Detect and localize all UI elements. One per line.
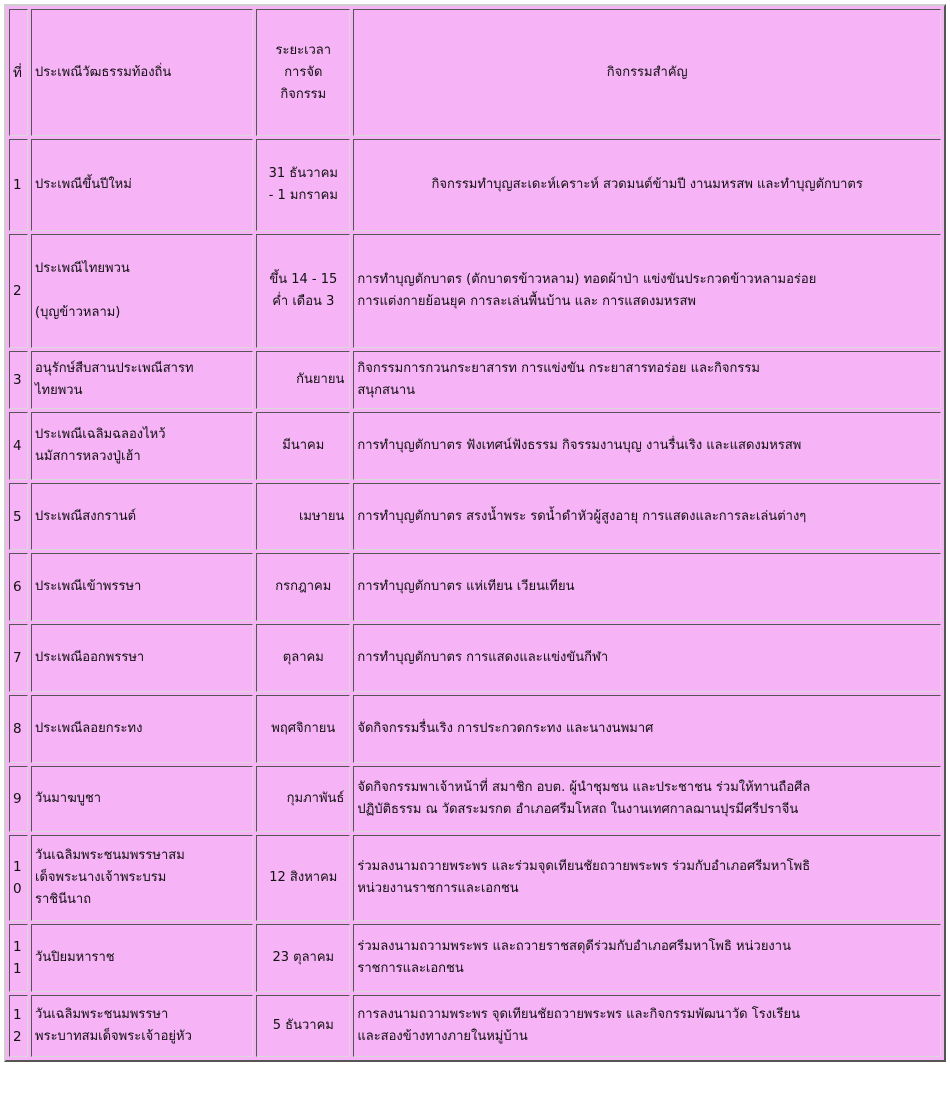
row-number: 10 <box>9 835 28 921</box>
activity-line: สนุกสนาน <box>357 383 416 398</box>
period-line: กุมภาพันธ์ <box>286 791 345 806</box>
tradition-name-line: ประเพณีออกพรรษา <box>35 650 145 665</box>
table-row <box>9 624 941 692</box>
tradition-name-line: วันเฉลิมพระชนมพรรษาสม <box>35 848 185 863</box>
tradition-name <box>31 351 253 409</box>
period <box>256 835 350 921</box>
period-line: กันยายน <box>296 372 345 387</box>
table-row <box>9 835 941 921</box>
row-number: 4 <box>9 412 28 480</box>
activity-line: ปฏิบัติธรรม ณ วัดสระมรกต อำเภอศรีมโหสถ ในงานเทศกาลฌานปุรมีศรีปราจีน <box>357 802 799 817</box>
period <box>256 624 350 692</box>
activity <box>353 351 941 409</box>
activity-line: จัดกิจกรรมพาเจ้าหน้าที่ สมาชิก อบต. ผู้นำชุมชน และประชาชน ร่วมให้ทานถือศีล <box>357 780 811 795</box>
tradition-name-line: ราชินีนาถ <box>35 892 92 907</box>
tradition-name-line <box>35 280 249 302</box>
period <box>256 995 350 1057</box>
tradition-name-line: นมัสการหลวงปู่เฮ้า <box>35 449 141 464</box>
activity <box>353 139 941 231</box>
tradition-name-line: ประเพณีเฉลิมฉลองไหว้ <box>35 427 166 442</box>
table-row <box>9 483 941 550</box>
tradition-name-line: เด็จพระนางเจ้าพระบรม <box>35 870 167 885</box>
activity-line: ราชการและเอกชน <box>357 961 464 976</box>
table-row <box>9 412 941 480</box>
period-line: ขึ้น 14 - 15 <box>269 272 338 287</box>
tradition-name-line: พระบาทสมเด็จพระเจ้าอยู่หัว <box>35 1029 192 1044</box>
tradition-name <box>31 624 253 692</box>
activity-line: และสองข้างทางภายในหมู่บ้าน <box>357 1029 528 1044</box>
row-number: 2 <box>9 234 28 348</box>
table-row <box>9 766 941 832</box>
tradition-name-line: ประเพณีไทยพวน <box>35 261 130 276</box>
row-number: 1 <box>9 139 28 231</box>
row-number: 8 <box>9 695 28 763</box>
period-line: 23 ตุลาคม <box>272 950 335 965</box>
table-row <box>9 139 941 231</box>
period <box>256 695 350 763</box>
header-period <box>256 9 350 136</box>
period-line: - 1 มกราคม <box>268 188 338 203</box>
tradition-name-line: วันมาฆบูชา <box>35 791 102 806</box>
row-number: 12 <box>9 995 28 1057</box>
table-row <box>9 924 941 992</box>
period-line: เมษายน <box>298 508 345 524</box>
period-line: ตุลาคม <box>282 650 324 665</box>
tradition-name-line: (บุญข้าวหลาม) <box>35 305 121 320</box>
tradition-name <box>31 766 253 832</box>
tradition-name-line: อนุรักษ์สืบสานประเพณีสารท <box>35 361 194 376</box>
period <box>256 766 350 832</box>
row-number: 6 <box>9 553 28 621</box>
period-line: มีนาคม <box>282 438 325 453</box>
row-number: 7 <box>9 624 28 692</box>
table-row <box>9 553 941 621</box>
period <box>256 234 350 348</box>
activity <box>353 483 941 550</box>
activity-line: หน่วยงานราชการและเอกชน <box>357 881 519 896</box>
activity <box>353 766 941 832</box>
activity-line: ร่วมลงนามถวามพระพร และถวายราชสดุดีร่วมกับอำเภอศรีมหาโพธิ หน่วยงาน <box>357 939 791 954</box>
row-number: 3 <box>9 351 28 409</box>
activity-line: การทำบุญตักบาตร การแสดงและแข่งขันกีฬา <box>357 650 609 665</box>
period-line: พฤศจิกายน <box>271 721 336 736</box>
activity-line: การทำบุญตักบาตร ฟังเทศน์ฟังธรรม กิจรรมงานบุญ งานรื่นเริง และแสดงมหรสพ <box>357 438 802 453</box>
period-line: 12 สิงหาคม <box>269 870 338 885</box>
table-row <box>9 695 941 763</box>
tradition-name <box>31 412 253 480</box>
period <box>256 483 350 550</box>
activity <box>353 695 941 763</box>
traditions-table <box>4 4 946 1062</box>
row-number: 9 <box>9 766 28 832</box>
tradition-name <box>31 234 253 348</box>
period <box>256 139 350 231</box>
activity <box>353 553 941 621</box>
period <box>256 412 350 480</box>
tradition-name-line: ประเพณีเข้าพรรษา <box>35 579 142 594</box>
header-period-line: การจัด <box>284 64 323 80</box>
activity <box>353 234 941 348</box>
activity <box>353 924 941 992</box>
table-row <box>9 351 941 409</box>
tradition-name-line: ประเพณีสงกรานต์ <box>35 508 137 524</box>
activity-line: การทำบุญตักบาตร แห่เทียน เวียนเทียน <box>357 579 575 594</box>
activity <box>353 995 941 1057</box>
table-row <box>9 995 941 1057</box>
tradition-name <box>31 924 253 992</box>
tradition-name-line: วันปิยมหาราช <box>35 950 115 965</box>
tradition-name-line: ประเพณีลอยกระทง <box>35 721 143 736</box>
row-number: 11 <box>9 924 28 992</box>
tradition-name-line: ไทยพวน <box>35 383 83 398</box>
activity <box>353 835 941 921</box>
activity-line: การลงนามถวามพระพร จุดเทียนชัยถวายพระพร และกิจกรรมพัฒนาวัด โรงเรียน <box>357 1007 800 1022</box>
tradition-name <box>31 483 253 550</box>
period-line: 31 ธันวาคม <box>268 166 338 181</box>
period-line: กรกฎาคม <box>275 579 332 594</box>
activity-line: การทำบุญตักบาตร สรงน้ำพระ รดน้ำดำหัวผู้สูงอายุ การแสดงและการละเล่นต่างๆ <box>357 508 807 524</box>
header-period-line: กิจกรรม <box>280 86 327 102</box>
activity-line: การแต่งกายย้อนยุค การละเล่นพื้นบ้าน และ การแสดงมหรสพ <box>357 294 696 309</box>
period-line: ค่ำ เดือน 3 <box>272 294 335 309</box>
activity-line: การทำบุญตักบาตร (ตักบาตรข้าวหลาม) ทอดผ้าป่า แข่งขันประกวดข้าวหลามอร่อย <box>357 272 817 287</box>
period <box>256 553 350 621</box>
table-row <box>9 234 941 348</box>
activity-line: จัดกิจกรรมรื่นเริง การประกวดกระทง และนางนพมาศ <box>357 721 654 736</box>
activity-line: กิจกรรมทำบุญสะเดะห์เคราะห์ สวดมนต์ข้ามปี งานมหรสพ และทำบุญตักบาตร <box>431 177 863 192</box>
period <box>256 351 350 409</box>
activity <box>353 412 941 480</box>
tradition-name <box>31 553 253 621</box>
period-line: 5 ธันวาคม <box>272 1018 334 1033</box>
activity <box>353 624 941 692</box>
tradition-name <box>31 695 253 763</box>
activity-line: กิจกรรมการกวนกระยาสารท การแข่งขัน กระยาสารทอร่อย และกิจกรรม <box>357 361 760 376</box>
tradition-name <box>31 139 253 231</box>
activity-line: ร่วมลงนามถวายพระพร และร่วมจุดเทียนชัยถวายพระพร ร่วมกับอำเภอศรีมหาโพธิ <box>357 859 811 874</box>
row-number: 5 <box>9 483 28 550</box>
table-header-row <box>9 9 941 136</box>
header-name: ประเพณีวัฒธรรมท้องถิ่น <box>31 9 253 136</box>
tradition-name <box>31 995 253 1057</box>
tradition-name-line: ประเพณีขึ้นปีใหม่ <box>35 177 132 192</box>
header-no: ที่ <box>9 9 28 136</box>
period <box>256 924 350 992</box>
tradition-name <box>31 835 253 921</box>
tradition-name-line: วันเฉลิมพระชนมพรรษา <box>35 1007 169 1022</box>
header-period-line: ระยะเวลา <box>275 42 332 58</box>
header-activity: กิจกรรมสำคัญ <box>353 9 941 136</box>
